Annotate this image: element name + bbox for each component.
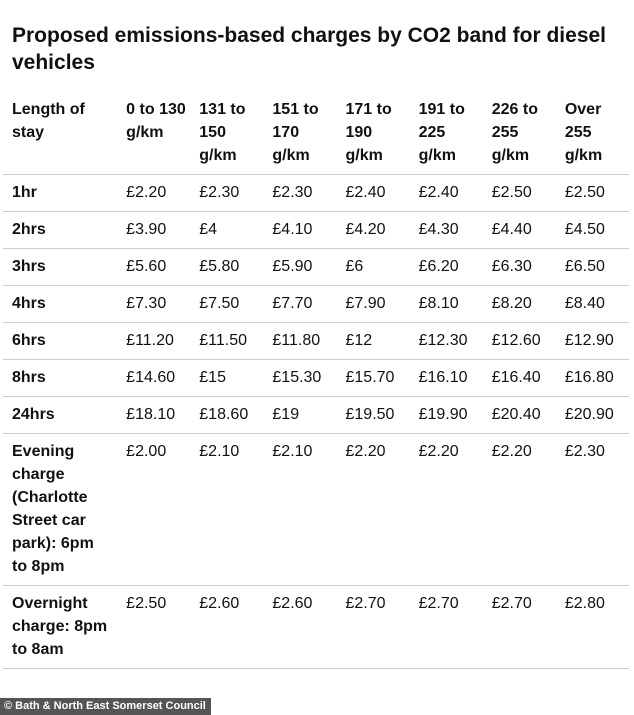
table-row [3,397,629,434]
table-cell: £4.50 [556,212,629,249]
row-label: Overnight charge: 8pm to 8am [3,586,117,669]
table-cell: £7.70 [263,286,336,323]
column-header-band: 226 to 255 g/km [483,92,556,175]
table-cell: £2.50 [117,586,190,669]
table-cell: £16.40 [483,360,556,397]
table-cell: £5.60 [117,249,190,286]
table-cell: £2.70 [410,586,483,669]
table-cell: £7.30 [117,286,190,323]
header-row [3,92,629,175]
column-header-band: 151 to 170 g/km [263,92,336,175]
table-row [3,212,629,249]
row-label: 6hrs [3,323,117,360]
table-cell: £4.30 [410,212,483,249]
table-cell: £14.60 [117,360,190,397]
row-label: 24hrs [3,397,117,434]
column-header-band: Over 255 g/km [556,92,629,175]
table-cell: £2.20 [410,434,483,586]
table-cell: £6.50 [556,249,629,286]
column-header-band: 131 to 150 g/km [190,92,263,175]
table-cell: £8.40 [556,286,629,323]
row-label: 8hrs [3,360,117,397]
table-cell: £2.20 [337,434,410,586]
table-cell: £2.20 [117,175,190,212]
table-cell: £11.20 [117,323,190,360]
page-title: Proposed emissions-based charges by CO2 band for diesel vehicles [12,24,607,74]
table-cell: £18.10 [117,397,190,434]
table-cell: £15.30 [263,360,336,397]
table-cell: £8.10 [410,286,483,323]
row-label: 2hrs [3,212,117,249]
table-cell: £4.10 [263,212,336,249]
column-header-band: 0 to 130 g/km [117,92,190,175]
table-cell: £5.80 [190,249,263,286]
table-cell: £6 [337,249,410,286]
table-cell: £7.90 [337,286,410,323]
table-row [3,323,629,360]
table-cell: £7.50 [190,286,263,323]
table-row [3,360,629,397]
table-cell: £5.90 [263,249,336,286]
table-cell: £2.00 [117,434,190,586]
table-row [3,249,629,286]
table-row [3,434,629,586]
row-label: 3hrs [3,249,117,286]
table-cell: £2.30 [263,175,336,212]
table-cell: £15 [190,360,263,397]
table-cell: £8.20 [483,286,556,323]
charges-table [3,92,629,669]
table-cell: £12 [337,323,410,360]
table-cell: £16.80 [556,360,629,397]
table-cell: £4.20 [337,212,410,249]
table-cell: £6.30 [483,249,556,286]
table-cell: £2.70 [337,586,410,669]
table-row [3,286,629,323]
column-header-length-of-stay: Length of stay [3,92,117,175]
table-cell: £16.10 [410,360,483,397]
table-cell: £15.70 [337,360,410,397]
table-cell: £2.50 [483,175,556,212]
table-cell: £4.40 [483,212,556,249]
table-cell: £2.40 [337,175,410,212]
table-cell: £2.50 [556,175,629,212]
table-cell: £2.10 [190,434,263,586]
table-row [3,586,629,669]
column-header-band: 191 to 225 g/km [410,92,483,175]
row-label: Evening charge (Charlotte Street car park): 6pm to 8pm [3,434,117,586]
table-cell: £19.50 [337,397,410,434]
table-cell: £6.20 [410,249,483,286]
table-cell: £2.30 [556,434,629,586]
table-cell: £11.50 [190,323,263,360]
table-cell: £2.60 [190,586,263,669]
table-cell: £19 [263,397,336,434]
table-cell: £2.10 [263,434,336,586]
row-label: 1hr [3,175,117,212]
table-cell: £4 [190,212,263,249]
table-cell: £20.40 [483,397,556,434]
table-cell: £2.20 [483,434,556,586]
table-cell: £2.40 [410,175,483,212]
column-header-band: 171 to 190 g/km [337,92,410,175]
row-label: 4hrs [3,286,117,323]
table-cell: £12.60 [483,323,556,360]
table-cell: £11.80 [263,323,336,360]
source-credit: © Bath & North East Somerset Council [0,698,211,715]
table-cell: £12.30 [410,323,483,360]
table-cell: £2.70 [483,586,556,669]
table-cell: £18.60 [190,397,263,434]
table-cell: £2.80 [556,586,629,669]
table-cell: £19.90 [410,397,483,434]
table-cell: £20.90 [556,397,629,434]
table-cell: £3.90 [117,212,190,249]
table-cell: £2.30 [190,175,263,212]
table-row [3,175,629,212]
table-cell: £12.90 [556,323,629,360]
table-cell: £2.60 [263,586,336,669]
